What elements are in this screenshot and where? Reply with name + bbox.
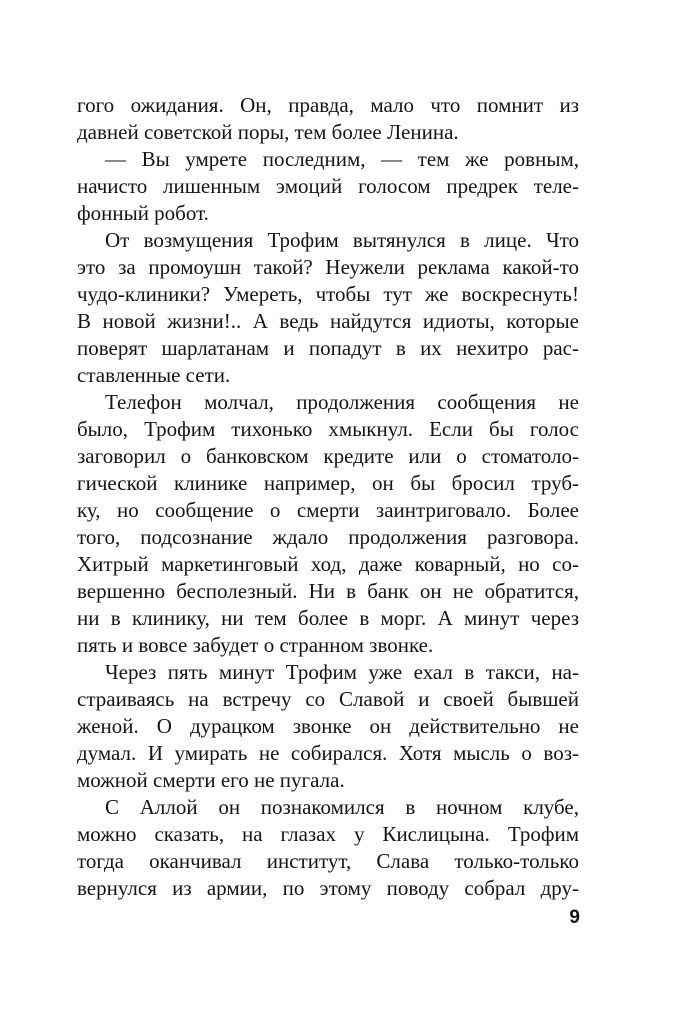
text-line: давней советской поры, тем более Ленина. [77,120,459,144]
text-line: думал. И умирать не собирался. Хотя мысль о воз- [77,741,579,765]
text-line: чудо-клиники? Умереть, чтобы тут же воскреснуть! [77,282,579,306]
text-line: Хитрый маркетинговый ход, даже коварный, но со- [77,552,579,576]
text-line: было, Трофим тихонько хмыкнул. Если бы голос [77,417,579,441]
text-line: ставленные сети. [77,363,231,387]
text-line: Через пять минут Трофим уже ехал в такси, на- [105,660,579,684]
text-line: ку, но сообщение о смерти заинтриговало. Более [77,498,579,522]
text-line: От возмущения Трофим вытянулся в лице. Что [105,228,579,252]
text-line: можно сказать, на глазах у Кислицына. Трофим [77,822,579,846]
text-line: поверят шарлатанам и попадут в их нехитро рас- [77,336,579,360]
page-number: 9 [569,907,580,928]
text-line: это за промоушн такой? Неужели реклама какой-то [77,255,579,279]
text-line: начисто лишенным эмоций голосом предрек теле- [77,174,579,198]
text-line: вернулся из армии, по этому поводу собрал дру- [77,876,579,900]
text-line: — Вы умрете последним, — тем же ровным, [105,147,579,171]
text-line: Телефон молчал, продолжения сообщения не [105,390,579,414]
text-line: С Аллой он познакомился в ночном клубе, [105,795,579,819]
text-line: заговорил о банковском кредите или о стоматоло- [77,444,579,468]
text-line: тогда оканчивал институт, Слава только-только [77,849,579,873]
text-line: В новой жизни!.. А ведь найдутся идиоты, которые [77,309,579,333]
text-line: страиваясь на встречу со Славой и своей бывшей [77,687,579,711]
text-line: гого ожидания. Он, правда, мало что помнит из [77,93,579,117]
text-line: гической клинике например, он бы бросил труб- [77,471,579,495]
text-line: пять и вовсе забудет о странном звонке. [77,633,434,657]
text-line: женой. О дурацком звонке он действительно не [77,714,579,738]
body-text [77,92,579,902]
text-line: ни в клинику, ни тем более в морг. А минут через [77,606,579,630]
text-line: вершенно бесполезный. Ни в банк он не обратится, [77,579,579,603]
text-line: того, подсознание ждало продолжения разговора. [77,525,579,549]
text-line: фонный робот. [77,201,209,225]
text-line: можной смерти его не пугала. [77,768,345,792]
